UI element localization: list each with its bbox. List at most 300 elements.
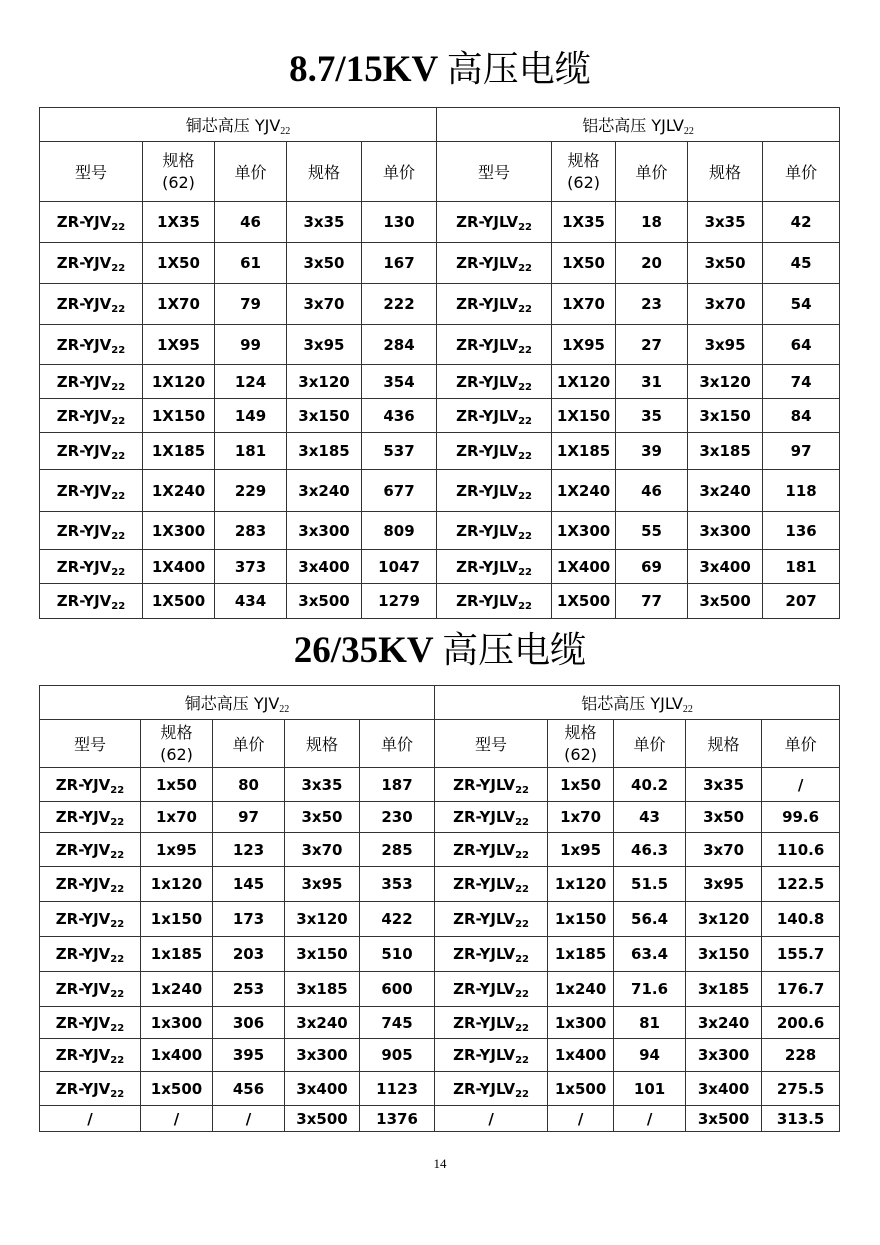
model-subscript: 22 [110, 1055, 125, 1066]
table-cell [435, 802, 548, 833]
table-cell [437, 512, 552, 550]
table-cell: 3x500 [688, 584, 763, 619]
table-cell: 1x50 [548, 768, 614, 802]
table-cell: 1x150 [548, 902, 614, 937]
table-cell: 1x500 [548, 1072, 614, 1106]
model-subscript: 22 [518, 566, 533, 578]
table-cell: 1X300 [552, 512, 616, 550]
table-cell: 3x95 [285, 867, 360, 902]
table-cell: 84 [763, 399, 840, 433]
table-row [40, 1106, 840, 1132]
model-name: ZR-YJLV [453, 775, 516, 794]
table-cell: 3x35 [688, 202, 763, 243]
table-cell: 222 [362, 284, 437, 325]
model-name: ZR-YJV [55, 980, 111, 998]
table-cell: 1x95 [141, 833, 213, 867]
section-title [0, 629, 880, 673]
column-header: 型号 [437, 142, 552, 202]
model-name: ZR-YJLV [453, 840, 516, 859]
table-row [40, 902, 840, 937]
table-cell: 43 [614, 802, 686, 833]
table-cell: 35 [616, 399, 688, 433]
table-cell: / [40, 1106, 141, 1132]
model-subscript: 22 [111, 381, 126, 393]
model-subscript: 22 [515, 849, 530, 861]
model-name: ZR-YJLV [456, 557, 519, 576]
table-cell: 71.6 [614, 972, 686, 1007]
table-cell: 354 [362, 365, 437, 399]
table-cell: 905 [360, 1039, 435, 1072]
table-cell: 1X50 [552, 243, 616, 284]
table-cell: 97 [213, 802, 285, 833]
table-cell: 677 [362, 470, 437, 512]
table-cell: 3x150 [287, 399, 362, 433]
model-name: ZR-YJV [56, 442, 112, 460]
table-cell [437, 365, 552, 399]
model-name: ZR-YJV [56, 481, 112, 500]
table-cell: 306 [213, 1007, 285, 1039]
group-header-row [40, 686, 840, 720]
table-cell: 1X240 [143, 470, 215, 512]
table-cell: / [614, 1106, 686, 1132]
table-cell [40, 243, 143, 284]
table-cell [435, 768, 548, 802]
table-row [40, 867, 840, 902]
model-subscript: 22 [515, 989, 530, 1000]
model-name: ZR-YJLV [456, 213, 519, 231]
model-subscript: 22 [515, 784, 530, 796]
table-cell [435, 937, 548, 972]
table-cell: 155.7 [762, 937, 840, 972]
model-subscript: 22 [518, 381, 533, 393]
table-cell: 110.6 [762, 833, 840, 867]
table-cell: 94 [614, 1039, 686, 1072]
model-subscript: 22 [515, 884, 530, 895]
table-cell: 3x150 [686, 937, 762, 972]
model-name: ZR-YJV [56, 254, 112, 272]
table-cell: 1X70 [143, 284, 215, 325]
title-cable-type: 高压电缆 [446, 49, 591, 90]
model-subscript: 22 [515, 919, 530, 930]
table-cell: 3x50 [285, 802, 360, 833]
model-subscript: 22 [515, 1055, 530, 1066]
column-header: 单价 [763, 142, 840, 202]
model-name: ZR-YJV [56, 406, 112, 425]
table-cell [435, 972, 548, 1007]
table-cell: 1279 [362, 584, 437, 619]
table-cell: 122.5 [762, 867, 840, 902]
table-cell: 313.5 [762, 1106, 840, 1132]
table-cell: 97 [763, 433, 840, 470]
model-name: ZR-YJLV [453, 910, 516, 928]
column-header-row [40, 720, 840, 768]
page-number: 14 [433, 1156, 447, 1171]
table-cell [40, 902, 141, 937]
group-subscript: 22 [279, 704, 290, 715]
model-name: ZR-YJLV [456, 372, 519, 391]
table-cell [40, 1007, 141, 1039]
table-cell: 46 [616, 470, 688, 512]
table-cell: 1X150 [143, 399, 215, 433]
table-cell: 46.3 [614, 833, 686, 867]
table-cell: 18 [616, 202, 688, 243]
table-cell: 3x240 [287, 470, 362, 512]
model-name: ZR-YJV [56, 295, 112, 313]
table-cell: 74 [763, 365, 840, 399]
table-cell: 3x35 [686, 768, 762, 802]
table-cell: 1123 [360, 1072, 435, 1106]
table-cell: 77 [616, 584, 688, 619]
table-row [40, 584, 840, 619]
column-header: 单价 [762, 720, 840, 768]
table-cell: / [548, 1106, 614, 1132]
table-cell: 1x185 [141, 937, 213, 972]
table-cell: 3x50 [688, 243, 763, 284]
model-subscript: 22 [111, 344, 126, 356]
table-cell: 1x70 [141, 802, 213, 833]
table-cell: 64 [763, 325, 840, 365]
model-subscript: 22 [111, 222, 126, 233]
column-header: 规格 [287, 142, 362, 202]
model-name: ZR-YJV [55, 1013, 111, 1032]
table-cell: 99 [215, 325, 287, 365]
column-header: 规格 [688, 142, 763, 202]
table-cell [435, 867, 548, 902]
table-cell: 3x120 [688, 365, 763, 399]
table-cell: 3x240 [285, 1007, 360, 1039]
table-cell: 3x185 [686, 972, 762, 1007]
table-cell [40, 867, 141, 902]
table-cell: 203 [213, 937, 285, 972]
table-cell [40, 399, 143, 433]
table-cell [435, 1072, 548, 1106]
table-cell: 3x400 [287, 550, 362, 584]
table-cell: 1x400 [141, 1039, 213, 1072]
table-cell: 39 [616, 433, 688, 470]
model-subscript: 22 [111, 490, 126, 502]
table-cell: 1X120 [143, 365, 215, 399]
model-name: ZR-YJLV [456, 521, 519, 540]
column-header: 规格 [285, 720, 360, 768]
table-cell: 283 [215, 512, 287, 550]
table-cell: 228 [762, 1039, 840, 1072]
copper-group-header [40, 686, 435, 720]
table-cell: 3x400 [688, 550, 763, 584]
table-cell [40, 550, 143, 584]
table-cell: 46 [215, 202, 287, 243]
model-subscript: 22 [110, 784, 125, 796]
model-name: ZR-YJLV [456, 481, 519, 500]
table-cell: 353 [360, 867, 435, 902]
table-cell: 1x300 [548, 1007, 614, 1039]
table-cell: 176.7 [762, 972, 840, 1007]
table-row [40, 325, 840, 365]
table-cell: 1x500 [141, 1072, 213, 1106]
column-header: 单价 [360, 720, 435, 768]
table-cell: 373 [215, 550, 287, 584]
column-header: 规格 (62) [548, 720, 614, 768]
table-cell: 253 [213, 972, 285, 1007]
table-cell: / [762, 768, 840, 802]
group-header-row [40, 108, 840, 142]
table-row [40, 802, 840, 833]
table-cell: / [141, 1106, 213, 1132]
table-cell: 1X240 [552, 470, 616, 512]
group-subscript: 22 [682, 704, 693, 715]
table-cell [40, 833, 141, 867]
table-cell: 3x120 [287, 365, 362, 399]
column-header: 规格 (62) [552, 142, 616, 202]
table-cell: 187 [360, 768, 435, 802]
model-name: ZR-YJV [56, 557, 112, 576]
table-row [40, 202, 840, 243]
table-cell [40, 470, 143, 512]
model-subscript: 22 [515, 1022, 530, 1034]
aluminum-group-header [437, 108, 840, 142]
table-cell: 3x95 [688, 325, 763, 365]
group-subscript: 22 [683, 126, 694, 137]
table-cell: 79 [215, 284, 287, 325]
table-cell: 3x185 [287, 433, 362, 470]
table-cell [40, 584, 143, 619]
table-cell: 510 [360, 937, 435, 972]
table-cell: 1X400 [143, 550, 215, 584]
table-cell: 3x50 [686, 802, 762, 833]
model-subscript: 22 [110, 884, 125, 895]
table-cell: 181 [215, 433, 287, 470]
table-cell: 63.4 [614, 937, 686, 972]
table-cell: 3x95 [686, 867, 762, 902]
table-cell: 23 [616, 284, 688, 325]
table-cell: 1047 [362, 550, 437, 584]
model-name: ZR-YJV [56, 335, 112, 354]
table-cell: 1x400 [548, 1039, 614, 1072]
table-cell: 173 [213, 902, 285, 937]
table-cell: 81 [614, 1007, 686, 1039]
table-cell [435, 833, 548, 867]
model-subscript: 22 [110, 1022, 125, 1034]
table-cell: 436 [362, 399, 437, 433]
model-subscript: 22 [111, 451, 126, 462]
table-cell: 1x70 [548, 802, 614, 833]
table-cell [40, 365, 143, 399]
table-cell: 124 [215, 365, 287, 399]
table-cell: 3x35 [287, 202, 362, 243]
table-cell: 3x50 [287, 243, 362, 284]
table-row [40, 399, 840, 433]
table-cell: 1X500 [143, 584, 215, 619]
model-subscript: 22 [515, 817, 530, 828]
table-cell: 3x35 [285, 768, 360, 802]
table-cell [437, 202, 552, 243]
copper-group-header [40, 108, 437, 142]
model-subscript: 22 [111, 263, 126, 274]
model-subscript: 22 [515, 1088, 530, 1100]
table-cell [437, 433, 552, 470]
table-cell: 1x240 [141, 972, 213, 1007]
table-cell: 1X500 [552, 584, 616, 619]
table-row [40, 972, 840, 1007]
table-cell: 69 [616, 550, 688, 584]
table-cell: 200.6 [762, 1007, 840, 1039]
table-cell: 3x400 [686, 1072, 762, 1106]
table-row [40, 243, 840, 284]
column-header: 型号 [40, 142, 143, 202]
model-subscript: 22 [518, 263, 533, 274]
table-cell: 3x300 [285, 1039, 360, 1072]
table-cell: 101 [614, 1072, 686, 1106]
table-cell: 61 [215, 243, 287, 284]
table-cell: 27 [616, 325, 688, 365]
table-cell: 230 [360, 802, 435, 833]
table-cell: 3x500 [287, 584, 362, 619]
table-cell [40, 802, 141, 833]
table-row [40, 1072, 840, 1106]
table-cell: 45 [763, 243, 840, 284]
section-title [0, 48, 880, 92]
table-cell [40, 937, 141, 972]
group-label: 铝芯高压 YJLV [582, 116, 684, 135]
model-subscript: 22 [111, 304, 126, 315]
table-cell [435, 902, 548, 937]
table-row [40, 833, 840, 867]
column-header: 规格 (62) [143, 142, 215, 202]
table-cell: 229 [215, 470, 287, 512]
table-cell: / [213, 1106, 285, 1132]
model-name: ZR-YJLV [456, 254, 519, 272]
model-name: ZR-YJV [56, 592, 112, 610]
table-cell [40, 284, 143, 325]
table-cell: 1X400 [552, 550, 616, 584]
table-cell: 136 [763, 512, 840, 550]
table-cell: 809 [362, 512, 437, 550]
table-cell: 1x50 [141, 768, 213, 802]
model-name: ZR-YJV [55, 840, 111, 859]
table-row [40, 284, 840, 325]
title-cable-type: 高压电缆 [442, 630, 587, 671]
model-name: ZR-YJV [55, 1046, 111, 1064]
table-cell [437, 470, 552, 512]
model-subscript: 22 [518, 451, 533, 462]
table-cell: 54 [763, 284, 840, 325]
model-name: ZR-YJLV [453, 1046, 516, 1064]
table-cell: 1x120 [141, 867, 213, 902]
model-subscript: 22 [518, 601, 533, 612]
table-row [40, 512, 840, 550]
table-row [40, 1007, 840, 1039]
model-name: ZR-YJLV [456, 442, 519, 460]
table-cell: 3x240 [686, 1007, 762, 1039]
table-cell: 600 [360, 972, 435, 1007]
table-cell: 149 [215, 399, 287, 433]
column-header: 单价 [616, 142, 688, 202]
model-subscript: 22 [111, 601, 126, 612]
table-cell: 434 [215, 584, 287, 619]
table-cell: 42 [763, 202, 840, 243]
table-cell: 1x120 [548, 867, 614, 902]
model-name: ZR-YJV [55, 808, 111, 826]
table-cell: 3x300 [287, 512, 362, 550]
table-cell: 1X95 [552, 325, 616, 365]
table-cell: 1X50 [143, 243, 215, 284]
table-cell: 145 [213, 867, 285, 902]
column-header: 单价 [614, 720, 686, 768]
model-subscript: 22 [111, 566, 126, 578]
table-cell: 1X120 [552, 365, 616, 399]
table-cell: / [435, 1106, 548, 1132]
table-cell: 123 [213, 833, 285, 867]
table-cell: 1X95 [143, 325, 215, 365]
model-subscript: 22 [110, 817, 125, 828]
table-cell: 1X185 [143, 433, 215, 470]
group-subscript: 22 [280, 126, 291, 137]
table-cell: 537 [362, 433, 437, 470]
table-cell [40, 433, 143, 470]
table-cell [437, 284, 552, 325]
column-header: 型号 [435, 720, 548, 768]
table-cell: 31 [616, 365, 688, 399]
group-label: 铝芯高压 YJLV [581, 694, 683, 713]
table-cell: 284 [362, 325, 437, 365]
table-cell: 20 [616, 243, 688, 284]
table-cell [437, 243, 552, 284]
table-cell: 745 [360, 1007, 435, 1039]
model-name: ZR-YJLV [453, 980, 516, 998]
table-cell [437, 399, 552, 433]
table-cell: 3x70 [285, 833, 360, 867]
table-cell: 3x300 [686, 1039, 762, 1072]
table-cell: 3x70 [287, 284, 362, 325]
table-row [40, 1039, 840, 1072]
model-subscript: 22 [515, 954, 530, 965]
model-name: ZR-YJLV [453, 945, 516, 963]
table-cell: 40.2 [614, 768, 686, 802]
table-cell: 1X300 [143, 512, 215, 550]
table-cell [40, 325, 143, 365]
table-cell [40, 1039, 141, 1072]
table-cell: 118 [763, 470, 840, 512]
table-cell: 422 [360, 902, 435, 937]
model-name: ZR-YJV [55, 910, 111, 928]
model-subscript: 22 [110, 954, 125, 965]
table-cell: 3x185 [688, 433, 763, 470]
table-row [40, 433, 840, 470]
table-cell: 3x185 [285, 972, 360, 1007]
table-cell: 3x300 [688, 512, 763, 550]
table-cell: 3x240 [688, 470, 763, 512]
table-cell: 1X70 [552, 284, 616, 325]
model-name: ZR-YJV [55, 775, 111, 794]
table-cell: 1X35 [552, 202, 616, 243]
model-name: ZR-YJV [56, 372, 112, 391]
table-cell: 3x70 [688, 284, 763, 325]
model-subscript: 22 [518, 490, 533, 502]
table-cell: 3x500 [686, 1106, 762, 1132]
table-cell: 51.5 [614, 867, 686, 902]
column-header: 规格 (62) [141, 720, 213, 768]
table-cell: 56.4 [614, 902, 686, 937]
table-cell: 55 [616, 512, 688, 550]
model-name: ZR-YJLV [456, 592, 519, 610]
table-cell [437, 584, 552, 619]
table-cell: 3x70 [686, 833, 762, 867]
table-cell: 1x185 [548, 937, 614, 972]
table-cell: 3x500 [285, 1106, 360, 1132]
table-cell: 3x150 [285, 937, 360, 972]
table-cell: 1x300 [141, 1007, 213, 1039]
model-name: ZR-YJLV [453, 875, 516, 893]
model-name: ZR-YJLV [453, 1013, 516, 1032]
